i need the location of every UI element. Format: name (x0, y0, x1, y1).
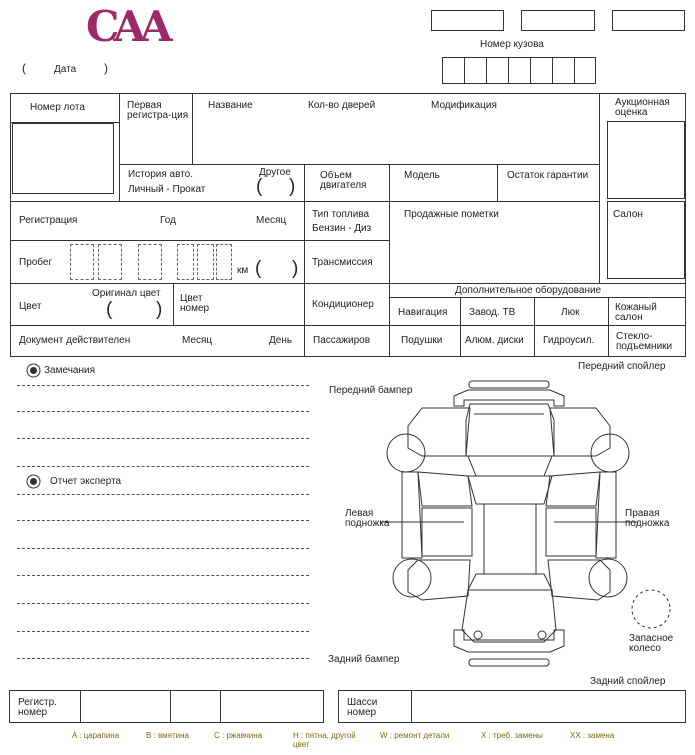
alloy-wheels-label: Алюм. диски (465, 335, 524, 346)
month-label: Месяц (256, 215, 287, 226)
header-box-2[interactable] (521, 10, 595, 31)
front-bumper-label: Передний бампер (329, 385, 413, 396)
navigation-label: Навигация (398, 307, 448, 318)
date-label: Дата (54, 64, 77, 75)
doors-label: Кол-во дверей (308, 100, 376, 111)
mileage-digit-6[interactable] (216, 244, 232, 280)
km-open-bracket: ( (255, 258, 262, 279)
chassis-number-label: Шасси номер (347, 697, 378, 718)
sunroof-label: Люк (561, 307, 580, 318)
expert-line-7[interactable] (17, 658, 309, 659)
first-registration-label: Первая регистра-ция (127, 100, 189, 121)
mileage-digit-2[interactable] (98, 244, 122, 280)
date-open-bracket: ( (22, 61, 26, 75)
legend-h: H : пятна, другой цвет (293, 731, 356, 749)
rear-spoiler-label: Задний спойлер (590, 676, 666, 687)
expert-line-2[interactable] (17, 520, 309, 521)
legend-xx: XX : замена (570, 731, 615, 740)
doc-valid-label: Документ действителен (19, 335, 131, 346)
expert-line-6[interactable] (17, 631, 309, 632)
header-box-3[interactable] (612, 10, 685, 31)
mileage-digit-4[interactable] (177, 244, 194, 280)
notes-label: Замечания (44, 365, 96, 376)
fuel-values-label: Бензин - Диз (312, 223, 372, 234)
name-label: Название (208, 100, 253, 111)
mileage-label: Пробег (19, 257, 53, 268)
registration-label: Регистрация (19, 215, 78, 226)
legend-w: W : ремонт детали (380, 731, 450, 740)
mileage-digit-1[interactable] (70, 244, 94, 280)
legend-a: A : царапина (72, 731, 120, 740)
notes-line-4[interactable] (17, 466, 309, 467)
color-number-label: Цвет номер (180, 293, 210, 314)
header-box-1[interactable] (431, 10, 504, 31)
expert-line-5[interactable] (17, 603, 309, 604)
company-logo: CAA (86, 2, 167, 51)
legend-b: B : вмятина (146, 731, 189, 740)
date-close-bracket: ) (104, 61, 108, 75)
notes-line-1[interactable] (17, 385, 309, 386)
color-open-bracket: ( (106, 299, 113, 320)
factory-tv-label: Завод. ТВ (469, 307, 516, 318)
reg-number-label: Регистр. номер (18, 697, 57, 718)
notes-line-2[interactable] (17, 411, 309, 412)
engine-volume-label: Объем двигателя (320, 170, 367, 191)
other-label: Другое (259, 167, 291, 178)
other-open-bracket: ( (256, 176, 263, 197)
lot-number-field[interactable] (12, 123, 114, 194)
km-label: км (237, 265, 249, 276)
fuel-type-label: Тип топлива (312, 209, 370, 220)
left-step-label: Левая подножка (345, 508, 390, 529)
front-spoiler-label: Передний спойлер (578, 361, 666, 372)
km-close-bracket: ) (292, 258, 299, 279)
mileage-digit-5[interactable] (197, 244, 214, 280)
expert-line-3[interactable] (17, 548, 309, 549)
rear-bumper-label: Задний бампер (328, 654, 400, 665)
power-steering-label: Гидроусил. (543, 335, 595, 346)
body-number-field[interactable] (442, 57, 596, 84)
warranty-rest-label: Остаток гарантии (507, 170, 589, 181)
extra-equipment-label: Дополнительное оборудование (455, 285, 602, 296)
power-windows-label: Стекло-подъемники (616, 331, 673, 352)
doc-day-label: День (269, 335, 293, 346)
aircon-label: Кондиционер (312, 299, 374, 310)
doc-month-label: Месяц (182, 335, 213, 346)
car-history-label: История авто. (128, 169, 194, 180)
expert-line-1[interactable] (17, 494, 309, 495)
expert-line-4[interactable] (17, 575, 309, 576)
passengers-label: Пассажиров (313, 335, 371, 346)
right-step-label: Правая подножка (625, 508, 670, 529)
body-number-label: Номер кузова (480, 39, 544, 50)
model-label: Модель (404, 170, 440, 181)
expert-radio-icon[interactable] (26, 474, 41, 489)
airbags-label: Подушки (401, 335, 443, 346)
spare-wheel-label: Запасное колесо (629, 633, 674, 654)
auction-grade-label: Аукционная оценка (615, 97, 670, 118)
notes-radio-icon[interactable] (26, 363, 41, 378)
sales-notes-label: Продажные пометки (404, 209, 499, 220)
year-label: Год (160, 215, 176, 226)
private-rental-label: Личный - Прокат (128, 184, 206, 195)
other-close-bracket: ) (289, 176, 296, 197)
expert-label: Отчет эксперта (50, 476, 122, 487)
interior-label: Салон (613, 209, 643, 220)
mileage-digit-3[interactable] (138, 244, 162, 280)
legend-x: X : треб. замены (481, 731, 543, 740)
modification-label: Модификация (431, 100, 497, 111)
lot-number-label: Номер лота (30, 102, 85, 113)
auction-grade-field[interactable] (607, 121, 685, 199)
notes-line-3[interactable] (17, 438, 309, 439)
original-color-label: Оригинал цвет (92, 288, 161, 299)
legend-c: C : ржавчина (214, 731, 263, 740)
transmission-label: Трансмиссия (312, 257, 373, 268)
color-close-bracket: ) (156, 299, 163, 320)
leather-label: Кожаный салон (615, 302, 657, 323)
color-label: Цвет (19, 301, 42, 312)
